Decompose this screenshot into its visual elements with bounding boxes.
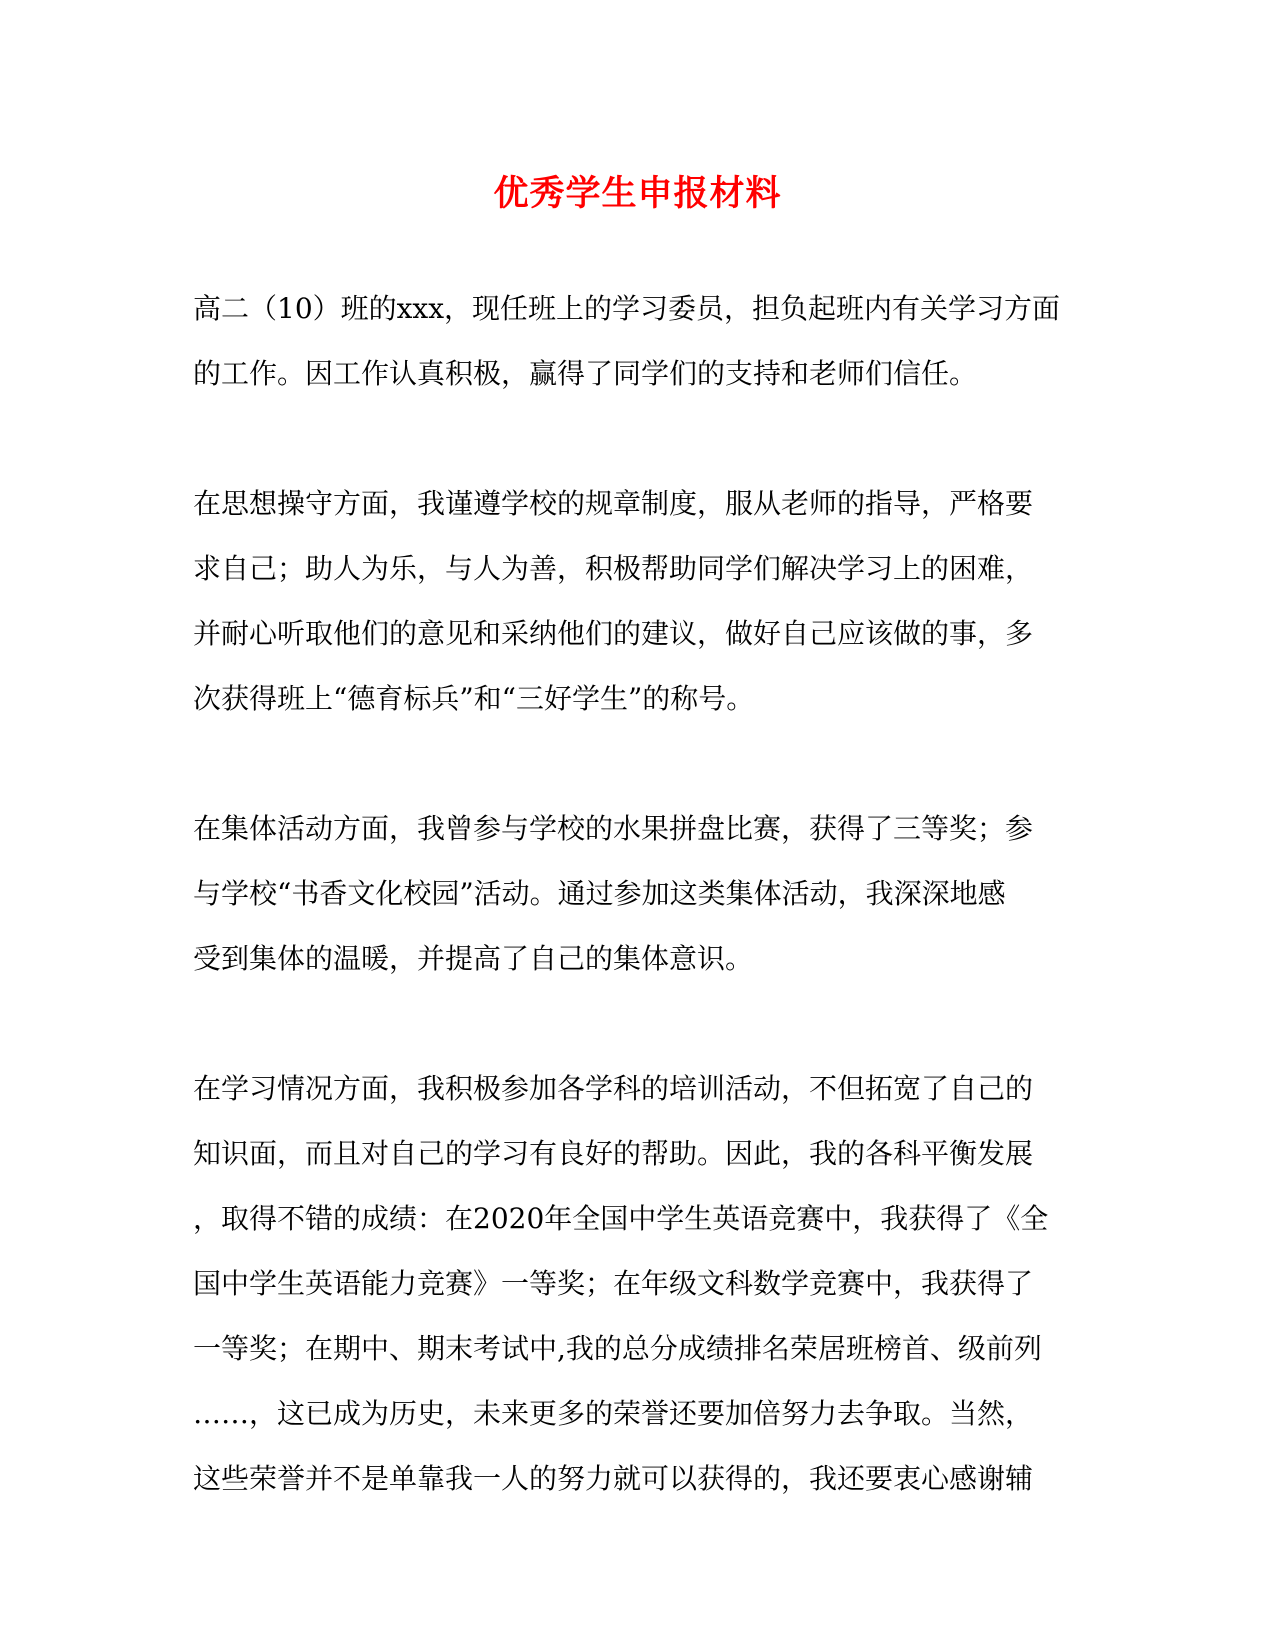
paragraph-gap (193, 731, 1083, 796)
text-line: 一等奖；在期中、期末考试中,我的总分成绩排名荣居班榜首、级前列 (193, 1332, 1042, 1365)
text-line: 高二（10）班的xxx，现任班上的学习委员，担负起班内有关学习方面 (193, 292, 1061, 325)
text-line: 在思想操守方面，我谨遵学校的规章制度，服从老师的指导，严格要 (193, 487, 1034, 520)
text-line: 受到集体的温暖，并提高了自己的集体意识。 (193, 942, 754, 975)
text-line: 这些荣誉并不是单靠我一人的努力就可以获得的，我还要衷心感谢辅 (193, 1462, 1034, 1495)
text-line: 并耐心听取他们的意见和采纳他们的建议，做好自己应该做的事，多 (193, 617, 1034, 650)
text-line: ……，这已成为历史，未来更多的荣誉还要加倍努力去争取。当然， (193, 1397, 1034, 1430)
paragraph-4 (193, 1056, 1083, 1511)
text-line: 在学习情况方面，我积极参加各学科的培训活动，不但拓宽了自己的 (193, 1072, 1034, 1105)
document-body (193, 276, 1083, 1511)
paragraph-gap (193, 406, 1083, 471)
text-line: 求自己；助人为乐，与人为善，积极帮助同学们解决学习上的困难， (193, 552, 1034, 585)
paragraph-3 (193, 796, 1083, 991)
paragraph-1 (193, 276, 1083, 406)
paragraph-2 (193, 471, 1083, 731)
text-line: 在集体活动方面，我曾参与学校的水果拼盘比赛，获得了三等奖；参 (193, 812, 1034, 845)
text-line: 知识面，而且对自己的学习有良好的帮助。因此，我的各科平衡发展 (193, 1137, 1034, 1170)
text-line: 的工作。因工作认真积极，赢得了同学们的支持和老师们信任。 (193, 357, 978, 390)
text-line: ，取得不错的成绩：在2020年全国中学生英语竞赛中，我获得了《全 (193, 1202, 1049, 1235)
paragraph-gap (193, 991, 1083, 1056)
document-title: 优秀学生申报材料 (493, 173, 782, 214)
text-line: 次获得班上“德育标兵”和“三好学生”的称号。 (193, 682, 755, 715)
text-line: 国中学生英语能力竞赛》一等奖；在年级文科数学竞赛中，我获得了 (193, 1267, 1034, 1300)
text-line: 与学校“书香文化校园”活动。通过参加这类集体活动，我深深地感 (193, 877, 1006, 910)
